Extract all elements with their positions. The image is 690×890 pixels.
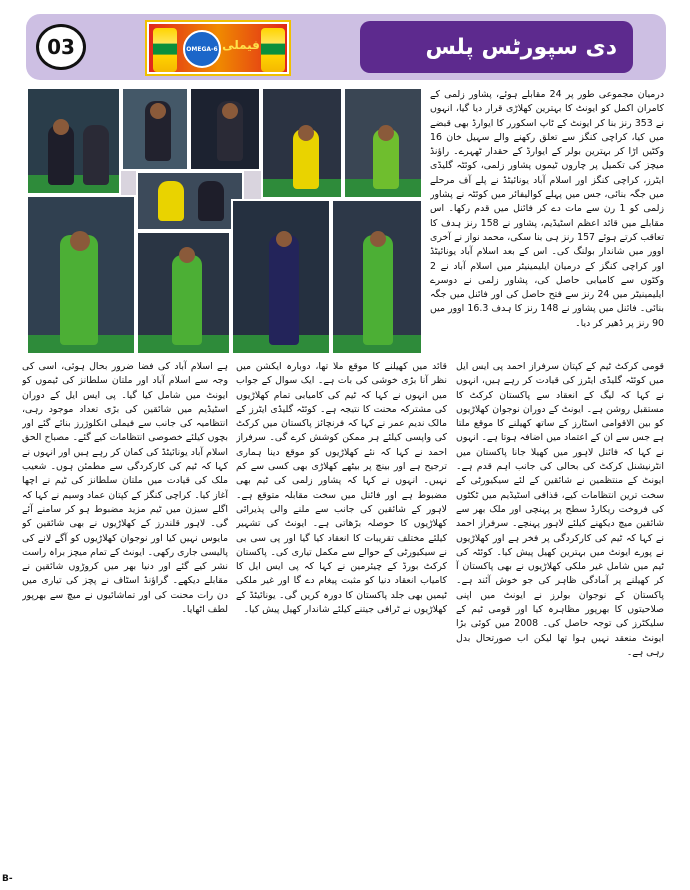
- article-column-middle: [236, 360, 447, 880]
- cricket-photo: [231, 199, 331, 355]
- cricket-photo: [121, 87, 189, 171]
- article-paragraph: درمیان مجموعی طور پر 24 مقابلے ہوئے، پشاور زلمی کے کامران اکمل کو ایونٹ کا بہترین کھلاڑی قرار دیا گیا، انہوں نے 353 رنز بنا کر ایونٹ کے ٹاپ اسکورر کا ایوارڈ بھی قبضے میں کیا، کراچی کنگز سے تعلق رکھنے والے سہیل خان 16 وکٹیں اڑا کر بہترین بولر کے ایوارڈ کے حقدار ٹھہرے۔ راؤنڈ میچز کی تکمیل پر چاروں ٹیموں پشاور زلمی، کوئٹہ گلیڈی ایٹرز، کراچی کنگز اور اسلام آباد یونائیٹڈ نے پلے آف مرحلے میں جگہ بنائی، جس میں پہلے کوالیفائر میں کوئٹہ نے پشاور زلمی کو 1 رن سے مات دے کر فائنل میں قدم رکھا۔ اس مقابلے میں قائد اعظم اسٹیڈیم، پشاور نے 158 رنز ہدف کا تعاقب کرتے ہوئے 157 رنز ہی بنا سکی، محمد نواز نے آخری اوور میں شاندار بولنگ کی۔ اس کے بعد اسلام آباد یونائیٹڈ اور کراچی کنگز کے درمیان ایلیمینیٹر میں اسلام آباد نے 2 وکٹوں سے کامیابی حاصل کی، پشاور زلمی نے دوسرے ایلیمینیٹر میں 24 رنز سے فتح حاصل کی اور فائنل میں جگہ بنائی۔ فائنل میں پشاور نے 148 رنز کا ہدف 16.3 اوور میں 90 رنز پر ڈھیر کر دیا۔: [430, 89, 664, 329]
- ad-brand-name: فیملی: [222, 38, 260, 52]
- article-column-top: [430, 88, 664, 356]
- page-number: 03: [36, 24, 86, 70]
- article-column-right: [456, 360, 664, 880]
- cricket-photo: [136, 231, 231, 355]
- article-column-left: [22, 360, 228, 880]
- product-can-icon: [153, 28, 177, 72]
- cricket-photo: [343, 87, 423, 199]
- article-paragraph: قومی کرکٹ ٹیم کے کپتان سرفراز احمد پی ایس ایل میں کوئٹہ گلیڈی ایٹرز کی قیادت کر رہے ہیں، انہوں نے کہا کہ لیگ کے انعقاد سے پاکستان کرکٹ کا مستقبل روشن ہے۔ ایونٹ کے دوران نوجوان کھلاڑیوں کو بین الاقوامی اسٹارز کے ساتھ کھیلنے کا موقع ملتا ہے جس سے ان کے اعتماد میں اضافہ ہوتا ہے۔ انہوں نے کہا کہ فائنل لاہور میں کھیلا جانا پاکستان میں انٹرنیشنل کرکٹ کی بحالی کی جانب اہم قدم ہے۔ ایونٹ کے منتظمین نے شائقین کے لئے سیکیورٹی کے سخت ترین انتظامات کیے، قذافی اسٹیڈیم میں ٹکٹوں کی فروخت ریکارڈ سطح پر پہنچی اور ملک بھر سے شائقین میچ دیکھنے کیلئے لاہور پہنچے۔ سرفراز احمد نے کہا کہ ٹیم کی کارکردگی پر فخر ہے اور کھلاڑیوں نے پورے ایونٹ میں بہترین کھیل پیش کیا۔ کوئٹہ کی ٹیم میں شامل غیر ملکی کھلاڑیوں نے بھی پاکستان آ کر کھیلنے پر آمادگی ظاہر کی جو خوش آئند ہے۔ پاکستان کے نوجوان بولرز نے ایونٹ میں اپنی صلاحیتوں کا بھرپور مظاہرہ کیا اور قومی ٹیم کے سلیکٹرز کی توجہ حاصل کی۔ 2008 میں کوئی بڑا ایونٹ منعقد نہیں ہوا تھا لیکن اب صورتحال بدل رہی ہے۔: [456, 361, 664, 658]
- cricket-photo: [26, 195, 136, 355]
- section-banner: [360, 21, 633, 73]
- cricket-photo: [331, 199, 423, 355]
- advertisement-background: [149, 24, 287, 72]
- cricket-photo: [26, 87, 121, 195]
- footer-page-label: B-: [2, 874, 13, 884]
- cricket-photo: [189, 87, 261, 171]
- article-paragraph: ہے اسلام آباد کی فضا ضرور بحال ہوئی، اسی کی وجہ سے اسلام آباد اور ملتان سلطانز کی ٹیموں کو ایونٹ میں شامل کیا گیا۔ پی ایس ایل کے دوران اسٹیڈیم میں شائقین کی بڑی تعداد موجود رہی، انتظامیہ کی جانب سے فیملی انکلوژرز بنائے گئے اور بچوں کیلئے خصوصی انتظامات کیے گئے۔ مصباح الحق اسلام آباد یونائیٹڈ کی کمان کر رہے ہیں اور انہوں نے کہا کہ ٹیم کی کارکردگی سے مطمئن ہوں۔ شعیب ملک کی قیادت میں ملتان سلطانز کی ٹیم نے اچھا آغاز کیا۔ کراچی کنگز کے کپتان عماد وسیم نے کہا کہ اگلے سیزن میں ٹیم مزید مضبوط ہو کر سامنے آئے گی۔ لاہور قلندرز کے کھلاڑیوں نے بھی شائقین کو مایوس نہیں کیا اور نوجوان کھلاڑیوں کو آگے لانے کی پالیسی جاری رکھی۔ ایونٹ کے تمام میچز براہ راست نشر کیے گئے اور دنیا بھر میں کروڑوں شائقین نے مقابلے دیکھے۔ گراؤنڈ اسٹاف نے پچز کی تیاری میں دن رات محنت کی اور تماشائیوں نے میچ سے بھرپور لطف اٹھایا۔: [22, 361, 228, 616]
- section-title: دی سپورٹس پلس: [425, 34, 617, 60]
- cricket-photo: [136, 171, 244, 231]
- advertisement[interactable]: [145, 20, 291, 76]
- cricket-photo: [261, 87, 343, 199]
- article-paragraph: قائد میں کھیلنے کا موقع ملا تھا، دوبارہ ایکشن میں نظر آنا بڑی خوشی کی بات ہے۔ ایک سوال کے جواب میں انہوں نے کہا کہ ٹیم کی کامیابی تمام کھلاڑیوں کی مشترکہ محنت کا نتیجہ ہے۔ کوئٹہ گلیڈی ایٹرز کے مالک ندیم عمر نے کہا کہ فرنچائز پاکستان میں کرکٹ کی واپسی کیلئے ہر ممکن کوشش کرے گی۔ سرفراز احمد نے کہا کہ نئے کھلاڑیوں کو موقع دینا ہماری ترجیح ہے اور بینچ پر بیٹھے کھلاڑی بھی کسی سے کم نہیں۔ انہوں نے کہا کہ پشاور زلمی کی ٹیم بھی مضبوط ہے اور فائنل میں سخت مقابلہ متوقع ہے۔ لاہور کے شائقین کی جانب سے ملنے والی پذیرائی کھلاڑیوں کا حوصلہ بڑھاتی ہے۔ ایونٹ کی تشہیر کیلئے مختلف تقریبات کا انعقاد کیا گیا اور پی سی بی نے سیکیورٹی کے حوالے سے مکمل تیاری کی۔ پاکستان کرکٹ بورڈ کے چیئرمین نے کہا کہ پی ایس ایل کا کامیاب انعقاد دنیا کو مثبت پیغام دے گا اور غیر ملکی ٹیمیں بھی جلد پاکستان کا دورہ کریں گی۔ یونائیٹڈ کے کھلاڑیوں نے ٹرافی جیتنے کیلئے شاندار کھیل پیش کیا۔: [236, 361, 447, 616]
- omega-badge: OMEGA-6: [183, 30, 221, 68]
- photo-collage[interactable]: [26, 87, 423, 355]
- product-can-icon: [261, 28, 285, 72]
